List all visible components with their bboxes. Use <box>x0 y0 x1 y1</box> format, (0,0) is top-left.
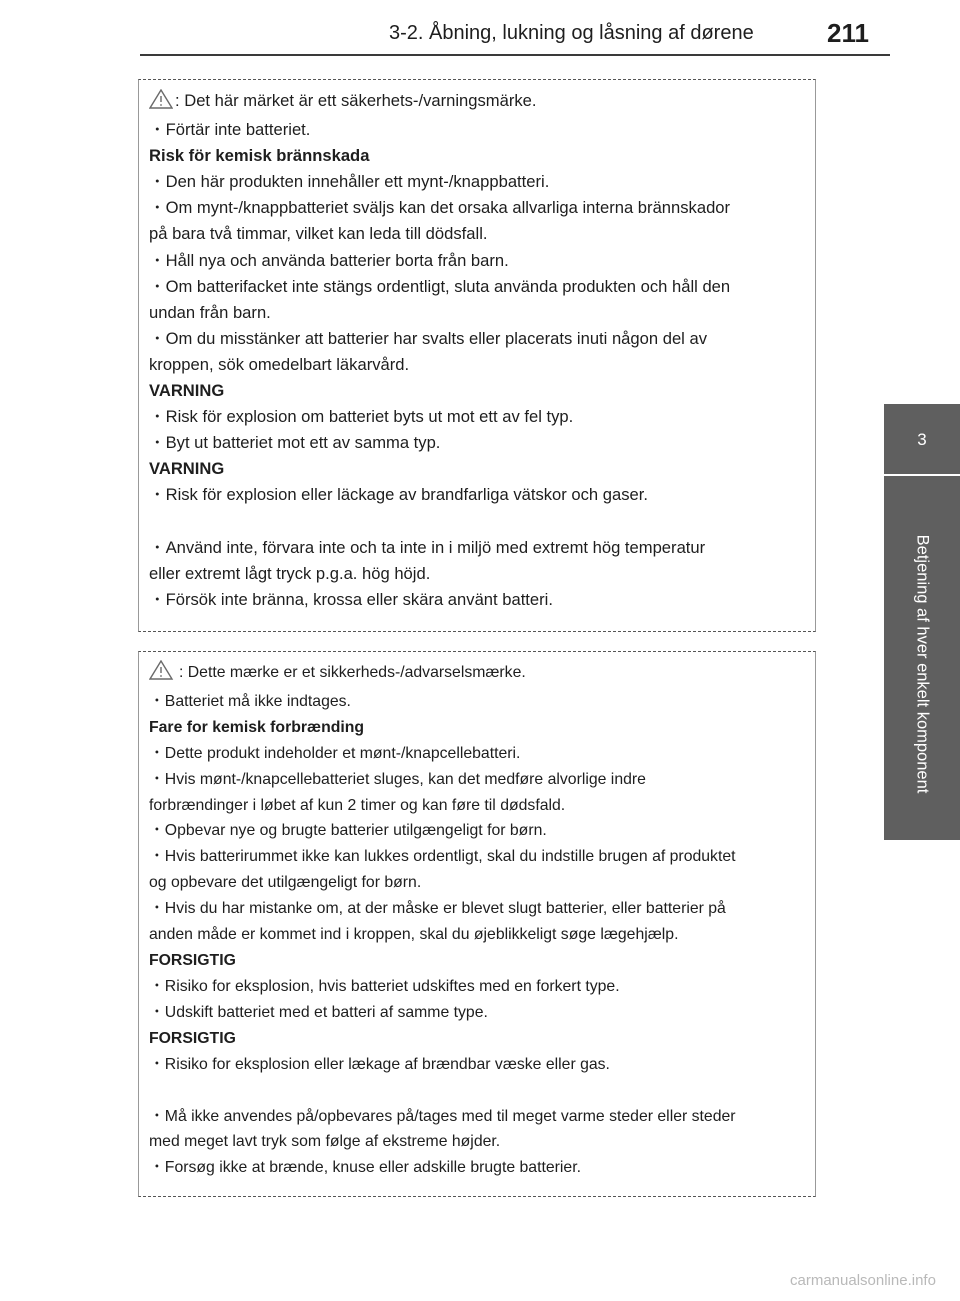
text-line: ・Opbevar nye og brugte batterier utilgængeligt for børn. <box>149 822 547 840</box>
text-line: eller extremt lågt tryck p.g.a. hög höjd. <box>149 563 431 583</box>
page-number: 211 <box>827 18 869 48</box>
text-line: ・Förtär inte batteriet. <box>149 120 311 140</box>
subheading: FORSIGTIG <box>149 951 236 969</box>
text-line: ・Dette produkt indeholder et mønt-/knapcellebatteri. <box>149 744 521 762</box>
text-line: ・Risk för explosion eller läckage av brandfarliga vätskor och gaser. <box>149 485 648 505</box>
subheading: VARNING <box>149 459 225 479</box>
chapter-label: Betjening af hver enkelt komponent <box>913 534 932 794</box>
header-rule <box>140 54 890 56</box>
text-line: kroppen, sök omedelbart läkarvård. <box>149 354 410 374</box>
warning-label-text: : Dette mærke er et sikkerheds-/advarselsmærke. <box>179 664 526 681</box>
text-line: ・Batteriet må ikke indtages. <box>149 692 351 710</box>
text-line: ・Udskift batteriet med et batteri af samme type. <box>149 1003 488 1021</box>
subheading: FORSIGTIG <box>149 1029 236 1047</box>
subheading: Risk för kemisk brännskada <box>149 146 370 166</box>
footer-watermark: carmanualsonline.info <box>790 1272 936 1289</box>
danish-warning-box <box>138 651 816 1197</box>
chapter-side-tab <box>884 404 960 840</box>
warning-triangle-icon <box>149 660 177 689</box>
subheading: VARNING <box>149 381 225 401</box>
spacer <box>149 509 805 535</box>
text-line: ・Hvis mønt-/knapcellebatteriet sluges, kan det medføre alvorlige indre <box>149 770 646 788</box>
text-line: ・Risk för explosion om batteriet byts ut mot ett av fel typ. <box>149 407 574 427</box>
text-line: anden måde er kommet ind i kroppen, skal du øjeblikkeligt søge lægehjælp. <box>149 926 679 944</box>
text-line: ・Hvis du har mistanke om, at der måske er blevet slugt batterier, eller batterier på <box>149 900 726 918</box>
text-line: på bara två timmar, vilket kan leda till dödsfall. <box>149 224 488 244</box>
text-line: og opbevare det utilgængeligt for børn. <box>149 874 422 892</box>
page-header <box>0 0 960 60</box>
side-tab-divider <box>884 474 960 476</box>
section-title: 3-2. Åbning, lukning og låsning af dørene <box>389 22 754 44</box>
text-line: ・Den här produkten innehåller ett mynt-/knappbatteri. <box>149 172 550 192</box>
text-line: ・Hvis batterirummet ikke kan lukkes ordentligt, skal du indstille brugen af produktet <box>149 848 736 866</box>
subheading: Fare for kemisk forbrænding <box>149 718 365 736</box>
warning-label-text: : Det här märket är ett säkerhets-/varningsmärke. <box>175 91 537 110</box>
chapter-number: 3 <box>917 430 927 449</box>
spacer <box>149 1078 805 1104</box>
swedish-warning-box <box>138 79 816 632</box>
text-line: ・Använd inte, förvara inte och ta inte in i miljö med extremt hög temperatur <box>149 537 706 557</box>
text-line: med meget lavt tryk som følge af ekstreme højder. <box>149 1133 501 1151</box>
text-line: ・Må ikke anvendes på/opbevares på/tages med til meget varme steder eller steder <box>149 1107 736 1125</box>
text-line: ・Om du misstänker att batterier har svalts eller placerats inuti någon del av <box>149 328 707 348</box>
text-line: ・Forsøg ikke at brænde, knuse eller adskille brugte batterier. <box>149 1159 581 1177</box>
text-line: ・Om mynt-/knappbatteriet sväljs kan det orsaka allvarliga interna brännskador <box>149 198 731 218</box>
text-line: ・Risiko for eksplosion eller lækage af brændbar væske eller gas. <box>149 1055 610 1073</box>
text-line: ・Håll nya och använda batterier borta från barn. <box>149 250 509 270</box>
warning-triangle-icon <box>149 89 173 117</box>
text-line: undan från barn. <box>149 302 271 322</box>
warning-heading-line <box>149 660 805 689</box>
text-line: ・Risiko for eksplosion, hvis batteriet udskiftes med en forkert type. <box>149 977 620 995</box>
warning-heading-line <box>149 88 805 117</box>
text-line: ・Byt ut batteriet mot ett av samma typ. <box>149 433 441 453</box>
text-line: ・Försök inte bränna, krossa eller skära använt batteri. <box>149 589 553 609</box>
text-line: forbrændinger i løbet af kun 2 timer og kan føre til dødsfald. <box>149 796 566 814</box>
text-line: ・Om batterifacket inte stängs ordentligt, sluta använda produkten och håll den <box>149 276 731 296</box>
